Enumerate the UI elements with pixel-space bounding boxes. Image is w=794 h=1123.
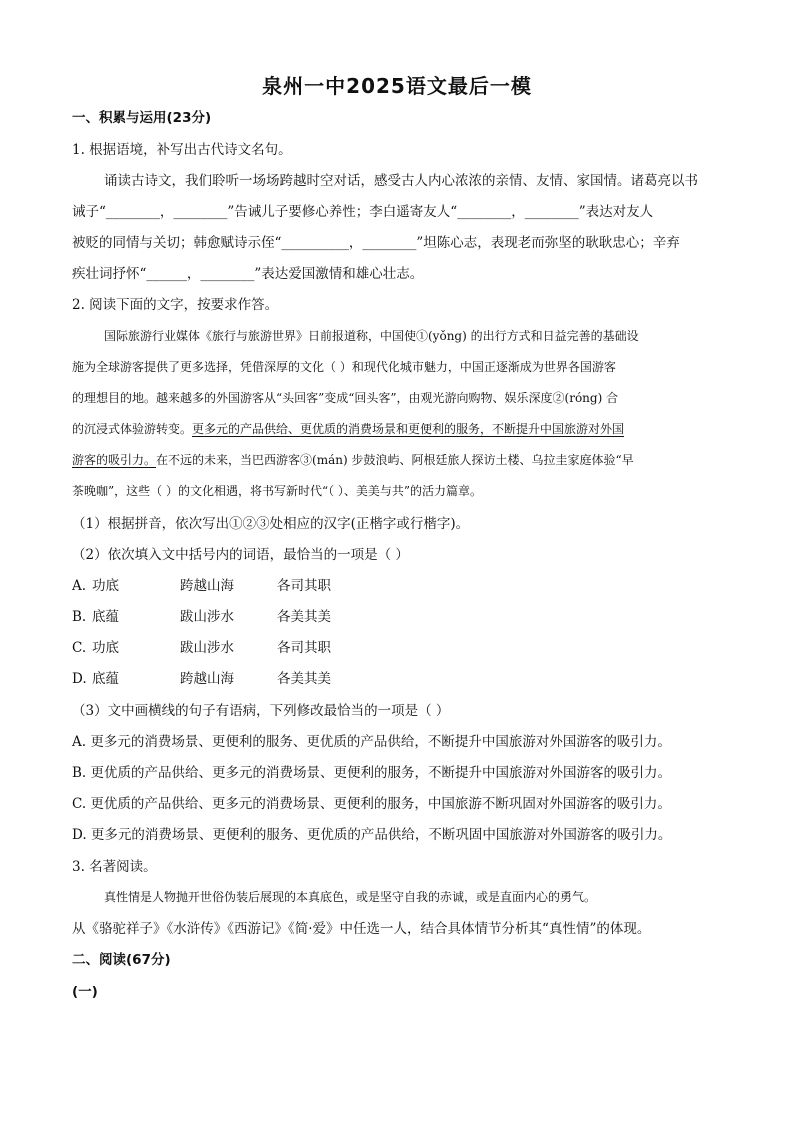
q3-task: 从《骆驼祥子》《水浒传》《西游记》《简·爱》中任选一人，结合具体情节分析其“真性情”的体现。 — [72, 921, 651, 937]
section2-subheading: (一) — [72, 984, 98, 1000]
passage-line-6: 茶晚咖”，这些（ ）的文化相遇，将书写新时代“（ ）、美美与共”的活力篇章。 — [72, 484, 483, 498]
q1-line-3: 被贬的同情与关切；韩愈赋诗示侄“__________，________”坦陈心志，表现老而弥坚的耿耿忠心；辛弃 — [72, 235, 680, 251]
q2-sub3: （3）文中画横线的句子有语病，下列修改最恰当的一项是（ ） — [72, 703, 450, 719]
passage-line-1: 国际旅游行业媒体《旅行与旅游世界》日前报道称，中国使①(yǒng) 的出行方式和日益完善的基础设 — [104, 329, 639, 343]
passage-line-5-rest: 在不远的未来，当巴西游客③(mán) 步鼓浪屿、阿根廷旅人探访土楼、乌拉圭家庭体验“早 — [156, 453, 634, 467]
option2-d: D. 底蕴 跨越山海 各美其美 — [72, 671, 331, 687]
passage-line-5 — [72, 451, 724, 469]
q1-stem: 1. 根据语境，补写出古代诗文名句。 — [72, 142, 292, 158]
q1-line-1: 诵读古诗文，我们聆听一场场跨越时空对话，感受古人内心浓浓的亲情、友情、家国情。诸葛亮以书 — [104, 173, 698, 189]
underlined-sentence-part2: 游客的吸引力。 — [72, 453, 157, 467]
option2-a: A. 功底 跨越山海 各司其职 — [72, 578, 331, 594]
page-title: 泉州一中2025语文最后一模 — [262, 74, 532, 98]
underlined-sentence-part1: 更多元的产品供给、更优质的消费场景和更便利的服务，不断提升中国旅游对外国 — [192, 422, 625, 436]
option3-b: B. 更优质的产品供给、更多元的消费场景、更便利的服务，不断提升中国旅游对外国游客的吸引力。 — [72, 765, 672, 781]
option3-a: A. 更多元的消费场景、更便利的服务、更优质的产品供给，不断提升中国旅游对外国游客的吸引力。 — [72, 734, 671, 750]
passage-line-4-plain: 的沉浸式体验游转变。 — [72, 422, 193, 436]
q3-quote: 真性情是人物抛开世俗伪装后展现的本真底色，或是坚守自我的赤诚，或是直面内心的勇气。 — [104, 890, 597, 904]
q3-stem: 3. 名著阅读。 — [72, 859, 157, 875]
q1-line-4: 疾壮词抒怀“______，________”表达爱国激情和雄心壮志。 — [72, 266, 424, 282]
q2-sub1: （1）根据拼音，依次写出①②③处相应的汉字(正楷字或行楷字)。 — [72, 516, 470, 532]
option3-c: C. 更优质的产品供给、更多元的消费场景、更便利的服务，中国旅游不断巩固对外国游客的吸引力。 — [72, 796, 671, 812]
q2-sub2: （2）依次填入文中括号内的词语，最恰当的一项是（ ） — [72, 547, 409, 563]
option2-c: C. 功底 跋山涉水 各司其职 — [72, 640, 331, 656]
option2-b: B. 底蕴 跋山涉水 各美其美 — [72, 609, 331, 625]
passage-line-2: 施为全球游客提供了更多选择，凭借深厚的文化（ ）和现代化城市魅力，中国正逐渐成为世界各国游客 — [72, 360, 616, 374]
q2-stem: 2. 阅读下面的文字，按要求作答。 — [72, 297, 279, 313]
option3-d: D. 更多元的消费场景、更便利的服务、更优质的产品供给，不断巩固中国旅游对外国游客的吸引力。 — [72, 827, 672, 843]
section1-heading: 一、积累与运用(23分) — [72, 110, 212, 126]
passage-line-3: 的理想目的地。越来越多的外国游客从“头回客”变成“回头客”，由观光游向购物、娱乐深度②(róng) 合 — [72, 391, 619, 405]
q1-line-2: 诫子“________，________”告诫儿子要修心养性；李白遥寄友人“________，________”表达对友人 — [72, 204, 654, 220]
section2-heading: 二、阅读(67分) — [72, 952, 171, 968]
passage-line-4 — [72, 420, 724, 438]
